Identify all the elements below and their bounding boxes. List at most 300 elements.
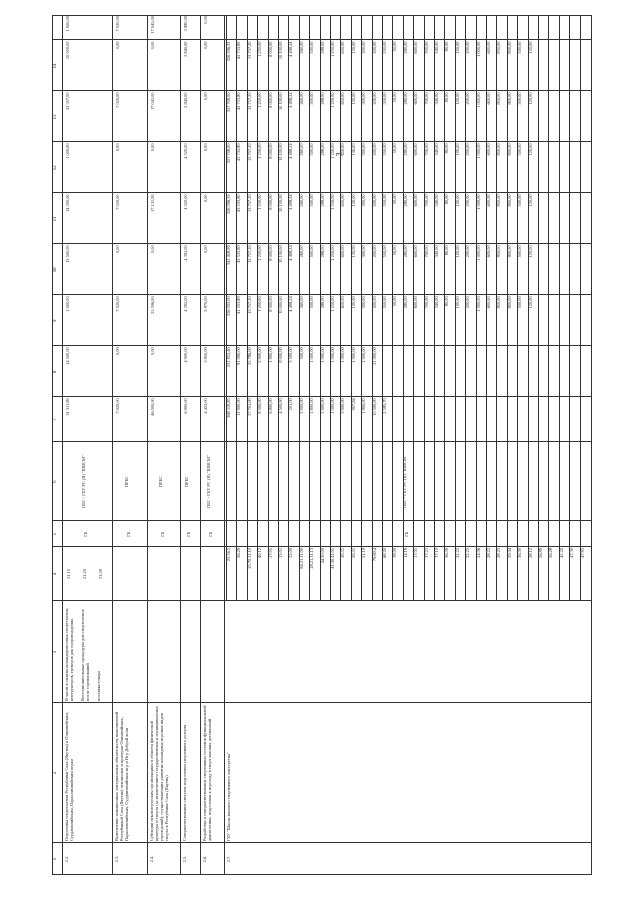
value-cell: 280,00 [402,194,408,207]
value-cell: 5 500,00 [288,347,294,363]
value-cell: 43 733,80 [236,143,242,161]
okved-code: 22.22 [454,547,460,558]
value-cell: 1 900,00 [267,347,273,363]
value-cell: 600,00 [486,296,491,309]
value-cell: 300,00 [361,92,367,105]
value-cell: 50,00 [392,92,398,103]
value-cell: 650,00 [340,296,346,309]
value-cell: 1 000,00 [361,347,367,363]
funding-source: ГБ [83,531,88,537]
value-cell: 15 500,00 [65,245,70,263]
value-cell: 500,00 [517,143,523,156]
column-line [52,193,592,194]
value-cell: 0,00 [203,194,208,203]
column-line [52,295,592,296]
funding-source: ГБ [404,531,409,537]
value-cell: 288,00 [319,92,325,105]
value-cell: 1 250,00 [330,92,335,108]
value-cell: 600,00 [413,92,419,105]
sub-item: В части в оплаты командировочных спортсменов, инструкторов, тренеров для сопровождения [64,607,74,701]
column-line [52,601,592,602]
value-cell: 13 757,20 [246,194,252,212]
value-cell: 550,00 [382,245,387,258]
value-cell: 0,00 [203,92,208,101]
value-cell: 4 498,24 [288,92,294,108]
value-cell: 200,00 [371,194,377,207]
value-cell: 120,00 [527,143,533,156]
value-cell: 3 850,00 [203,347,208,363]
page-number: 3 [334,152,344,157]
okved-code: 26.29 [236,547,242,558]
funding-source: ГБ [159,531,165,537]
value-cell: 500,00 [309,296,315,309]
value-cell: 1 250,00 [330,296,335,312]
row-total: 7 020,00 [115,398,120,414]
header-number: 10 [53,267,58,273]
value-cell: 0,00 [150,41,155,50]
okved-code: 22.25 [465,547,471,558]
value-cell: 13 757,20 [246,41,252,60]
value-cell: 600,00 [413,245,419,258]
value-cell: 1 250,00 [330,194,335,210]
value-cell: 1 000,00 [65,296,70,312]
okved-code: 17.10 [434,547,439,558]
column-line [52,40,592,41]
value-cell: 37 701,00 [246,398,252,416]
value-cell: 700,00 [423,41,429,54]
value-cell: 340,00 [434,41,439,54]
value-cell: 100,00 [454,194,460,207]
value-cell: 231 852,40 [226,347,231,368]
value-cell: 650,00 [340,92,346,105]
value-cell: 650,00 [340,41,346,54]
row-number: 2.6. [202,855,207,863]
value-cell: 120,00 [527,296,533,309]
value-cell: 130,00 [350,296,356,309]
okved-code: 63.11 [350,547,356,558]
value-cell: 100,00 [454,143,460,156]
value-cell: 500,00 [309,92,315,105]
row-total: 46 000,00 [150,398,155,416]
executor: ПРБС [157,476,163,488]
value-cell: 1 250,00 [330,143,335,159]
value-cell: 201,00 [288,398,294,411]
value-cell: 200,00 [371,245,377,258]
value-cell: 3 880,00 [183,16,188,32]
value-cell: 0,00 [150,143,155,152]
row-total: 4 452,00 [203,398,208,414]
value-cell: 260,00 [298,41,304,54]
column-line [52,346,592,347]
value-cell: 1 250,00 [257,143,263,159]
value-cell: 1 250,00 [330,41,335,57]
row-name: Совершенствование системы подготовки спортивного резерва [182,724,187,842]
value-cell: 850,00 [496,296,502,309]
value-cell: 650,00 [340,245,346,258]
value-cell: 600,00 [413,143,419,156]
value-cell: 13 757,20 [246,143,252,161]
value-cell: 200,00 [371,296,377,309]
value-cell: 300,00 [361,296,367,309]
row-number: 2.5. [182,855,187,863]
value-cell: 1 250,00 [257,296,263,312]
value-cell: 4 498,24 [288,41,294,57]
sub-code: 51.10 [66,569,71,579]
value-cell: 130,00 [350,92,356,105]
header-number: 4 [53,572,58,576]
okved-code: 45.20 [558,547,564,558]
value-cell: 260,00 [298,245,304,258]
okved-code: 36.30 [444,547,450,558]
value-cell: 1 000,00 [475,194,481,210]
row-name: Разработка и совершенствование спортивных составов функциональной диагностики, подготовка к переходу в спорт высших достижений [202,705,212,842]
value-cell: 600,00 [486,92,491,105]
okved-code: 14.19 [402,547,408,558]
okved-code: 17.05 [413,547,419,558]
value-cell: 650,00 [340,194,346,207]
value-cell: 41 333,80 [236,296,242,314]
value-cell: 1 000,00 [65,143,70,159]
header-number: 1 [53,857,58,861]
funding-source: ГБ [125,531,131,537]
okved-code: 28.12 [527,547,533,558]
value-cell: 260,00 [298,143,304,156]
row-line [112,15,113,875]
value-cell: 200,00 [465,143,471,156]
value-cell: 4 392,00 [183,296,188,312]
column-line [52,546,592,547]
value-cell: 4 498,24 [288,143,294,159]
value-cell: 13 757,20 [246,296,252,314]
value-cell: 80,00 [444,143,450,154]
value-cell: 1 000,00 [330,398,335,414]
value-cell: 1 000,00 [475,41,481,57]
value-cell: 35 786,00 [246,347,252,365]
value-cell: 280,00 [402,143,408,156]
value-cell: 288,00 [319,194,325,207]
value-cell: 11 900,00 [236,398,242,416]
funding-source: ГБ [208,531,213,537]
value-cell: 8 000,00 [278,347,283,363]
header-number: 6 [53,480,58,483]
okved-code: 28.25 [496,547,502,558]
value-cell: 80,00 [444,41,450,52]
value-cell: 4 320,00 [183,143,188,159]
value-cell: 1 000,00 [340,347,346,363]
value-cell: 17 131,00 [150,194,155,212]
value-cell: 4 392,00 [183,245,188,261]
value-cell: 3 900,00 [340,398,346,414]
okved-code: 13.01 [278,547,283,558]
executor: ПБС - ГБУ РС (Я) "ШВСМ" [206,455,211,508]
value-cell: 0,00 [203,41,208,50]
value-cell: 14 500,00 [65,194,70,212]
value-cell: 17 045,00 [150,16,155,34]
value-cell: 300,00 [361,143,367,156]
value-cell: 700,00 [423,296,429,309]
value-cell: 120,00 [527,41,533,54]
value-cell: 340,00 [434,296,439,309]
value-cell: 0,00 [115,245,120,254]
value-cell: 43 533,80 [236,245,242,263]
value-cell: 1 000,00 [319,347,325,363]
value-cell: 340,00 [434,245,439,258]
value-cell: 850,00 [496,41,502,54]
okved-code: 36.30 [517,547,523,558]
value-cell: 10 100,00 [278,245,283,263]
value-cell: 280,00 [402,41,408,54]
value-cell: 550,00 [382,92,387,105]
okved-code: 26.28 [548,547,554,558]
column-line [52,244,592,245]
column-line [52,521,592,522]
value-cell: 650,00 [340,143,346,156]
value-cell: 8 500,00 [257,398,263,414]
value-cell: 340,00 [434,92,439,105]
value-cell: 50,00 [392,296,398,307]
value-cell: 2 900,00 [298,398,304,414]
value-cell: 1 000,00 [65,16,70,32]
row-number: 2.2. [64,855,69,863]
value-cell: 3 870,00 [203,296,208,312]
value-cell: 25 596,00 [150,296,155,314]
sub-code: 31.09 [98,569,103,579]
value-cell: 280,00 [402,92,408,105]
value-cell: 800,00 [506,245,512,258]
value-cell: 130,00 [350,245,356,258]
value-cell: 600,00 [413,296,419,309]
value-cell: 300,00 [361,41,367,54]
okved-code: 79.60.4 [371,547,377,562]
value-cell: 260,00 [298,296,304,309]
header-number: 8 [53,370,58,373]
okved-code: 47.30 [569,547,575,558]
row-name: Субсидии некоммерческим организациям в области физической культуры и спорта (за исключением государственных и муниципальных учреждений), осуществляющих развитие командных игровых видов спорта в Республике Саха (Якутия) [149,706,169,842]
column-line [52,142,592,143]
value-cell: 300,00 [361,245,367,258]
value-cell: 7 020,00 [115,296,120,312]
value-cell: 500,00 [517,92,523,105]
value-cell: 2 840,00 [183,41,188,57]
value-cell: 1 250,00 [257,245,263,261]
header-number: 14 [53,63,58,69]
column-line [52,441,592,442]
value-cell: 500,00 [517,296,523,309]
value-cell: 500,00 [309,245,315,258]
value-cell: 326 596,33 [226,41,231,62]
executor: ПРБС [123,476,129,488]
value-cell: 1 000,00 [475,296,481,312]
header-number: 2 [53,771,58,775]
value-cell: 50,00 [392,245,398,256]
column-line [52,91,592,92]
value-cell: 1 800,00 [309,398,315,414]
value-cell: 600,00 [486,143,491,156]
value-cell: 43 733,80 [236,41,242,60]
value-cell: 550,00 [382,194,387,207]
value-cell: 340,00 [434,194,439,207]
value-cell: 80,00 [444,245,450,256]
value-cell: 600,00 [486,41,491,54]
value-cell: 800,00 [506,296,512,309]
column-line [52,843,592,844]
value-cell: 500,00 [309,143,315,156]
value-cell: 0,00 [150,347,155,355]
value-cell: 0,00 [115,41,120,50]
header-number: 3 [53,650,58,654]
value-cell: 17 045,00 [150,92,155,111]
value-cell: 1 000,00 [475,92,481,108]
table-border-left [52,874,592,875]
value-cell: 7 020,00 [115,194,120,210]
value-cell: 80,00 [444,194,450,205]
value-cell: 2 840,00 [183,92,188,108]
value-cell: 280,00 [402,296,408,309]
value-cell: 1 000,00 [475,143,481,159]
value-cell: 1 250,00 [257,41,263,57]
value-cell: 800,00 [506,92,512,105]
value-cell: 130,00 [350,41,356,54]
okved-code: 18.00 [392,547,398,558]
sub-item: поставка товара [96,671,101,701]
okved-code: 47.91 [579,547,585,558]
row-number: 2.7. [226,855,231,863]
funding-source: ГБ [186,531,191,537]
value-cell: 260,00 [298,194,304,207]
value-cell: 8 000,00 [267,245,273,261]
value-cell: 368 119,85 [226,398,231,418]
value-cell: 550,00 [382,41,387,54]
value-cell: 700,00 [423,245,429,258]
value-cell: 7 020,00 [115,92,120,108]
row-total: 31 311,89 [65,398,70,416]
okved-code: 22.00 [288,547,294,558]
row-line [180,15,181,875]
value-cell: 600,00 [413,41,419,54]
value-cell: 200,00 [371,143,377,156]
value-cell: 13 757,20 [246,92,252,111]
value-cell: 7 020,00 [115,16,120,32]
value-cell: 10 100,00 [278,194,283,212]
okved-code: 43.11 [340,547,346,558]
value-cell: 200,00 [371,41,377,54]
table-stage [52,15,592,875]
row-name: Подготовка спортсменов Республики Саха (Якутия) к Олимпийским, Сурдлимпийским, Параолимпийским играм [64,711,74,842]
value-cell: 0,00 [150,245,155,254]
value-cell: 340,00 [434,143,439,156]
row-line [224,15,225,875]
value-cell: 8 000,00 [267,194,273,210]
okved-code: 41.30.41.01 [330,547,335,569]
value-cell: 600,00 [486,194,491,207]
value-cell: 200,00 [465,41,471,54]
value-cell: 4 500,00 [278,398,283,414]
value-cell: 288,00 [319,143,325,156]
value-cell: 288,00 [319,296,325,309]
value-cell: 907,84 [350,398,356,411]
value-cell: 6 800,00 [267,398,273,414]
executor: ПБС - ГБУ РС (Я) "ШВСМ" [81,455,86,508]
value-cell: 357 708,00 [226,143,231,164]
value-cell: 15 500,00 [371,398,377,416]
value-cell: 600,00 [486,245,491,258]
value-cell: 100,00 [454,92,460,105]
value-cell: 280,00 [402,245,408,258]
value-cell: 500,00 [298,347,304,360]
value-cell: 1 800,00 [361,398,367,414]
sub-item: Восстановительные процедуры для спортсменов после соревнований [80,609,90,701]
value-cell: 4 498,24 [288,296,294,312]
value-cell: 23 357,00 [65,92,70,111]
okved-code: 29.34 [506,547,512,558]
column-line [52,397,592,398]
value-cell: 200,00 [465,296,471,309]
value-cell: 100,00 [454,296,460,309]
okved-code: 26.89 [538,547,543,558]
value-cell: 850,00 [496,194,502,207]
okved-code: 23.56.5 [226,547,231,562]
value-cell: 800,00 [506,143,512,156]
header-number: 11 [53,216,58,222]
value-cell: 80,00 [444,296,450,307]
value-cell: 4 498,24 [288,194,294,210]
value-cell: 1 250,00 [257,194,263,210]
value-cell: 500,00 [309,194,315,207]
value-cell: 10 100,00 [278,143,283,161]
value-cell: 43 533,80 [236,194,242,212]
okved-code: 40.12 [257,547,263,558]
row-line [147,15,148,875]
row-number: 2.4. [149,855,154,863]
value-cell: 8 000,00 [267,92,273,108]
okved-code: 84.21.11.00 [298,547,304,569]
okved-code: 27.01 [267,547,273,558]
value-cell: 800,00 [506,194,512,207]
value-cell: 200,00 [465,92,471,105]
okved-code: 25.70.11.10 [246,547,252,569]
value-cell: 550,00 [382,143,387,156]
sub-code: 21.20 [82,569,87,579]
value-cell: 120,00 [527,245,533,258]
value-cell: 120,00 [527,194,533,207]
row-name: Выполнение повышенных материальных обязательств, выполненной Республикой Саха (Якутия) чемпионам и призерам Олимпийских, Параолимпийских, Сурдлимпийских игр и Игр Доброй воли [114,711,129,842]
value-cell: 130,00 [350,143,356,156]
value-cell: 356 033,00 [226,296,231,317]
value-cell: 2 900,00 [257,347,263,363]
value-cell: 4 498,24 [288,245,294,261]
header-number: 5 [53,533,58,536]
value-cell: 21 000,00 [371,347,377,365]
value-cell: 50,00 [392,143,398,154]
value-cell: 80,00 [444,92,450,103]
value-cell: 300,00 [361,194,367,207]
value-cell: 700,00 [423,92,429,105]
table-border-right [52,15,592,16]
value-cell: 0,00 [115,347,120,355]
value-cell: 14 500,00 [65,347,70,365]
value-cell: 500,00 [517,194,523,207]
value-cell: 8 000,00 [267,296,273,312]
value-cell: 10 100,00 [278,41,283,60]
column-line [52,703,592,704]
value-cell: 4 320,00 [183,194,188,210]
okved-code: 44.30.00 [319,547,325,564]
value-cell: 10 000,00 [65,41,70,60]
value-cell: 4 900,00 [183,347,188,363]
value-cell: 1 000,00 [475,245,481,261]
value-cell: 700,00 [423,143,429,156]
value-cell: 850,00 [496,143,502,156]
